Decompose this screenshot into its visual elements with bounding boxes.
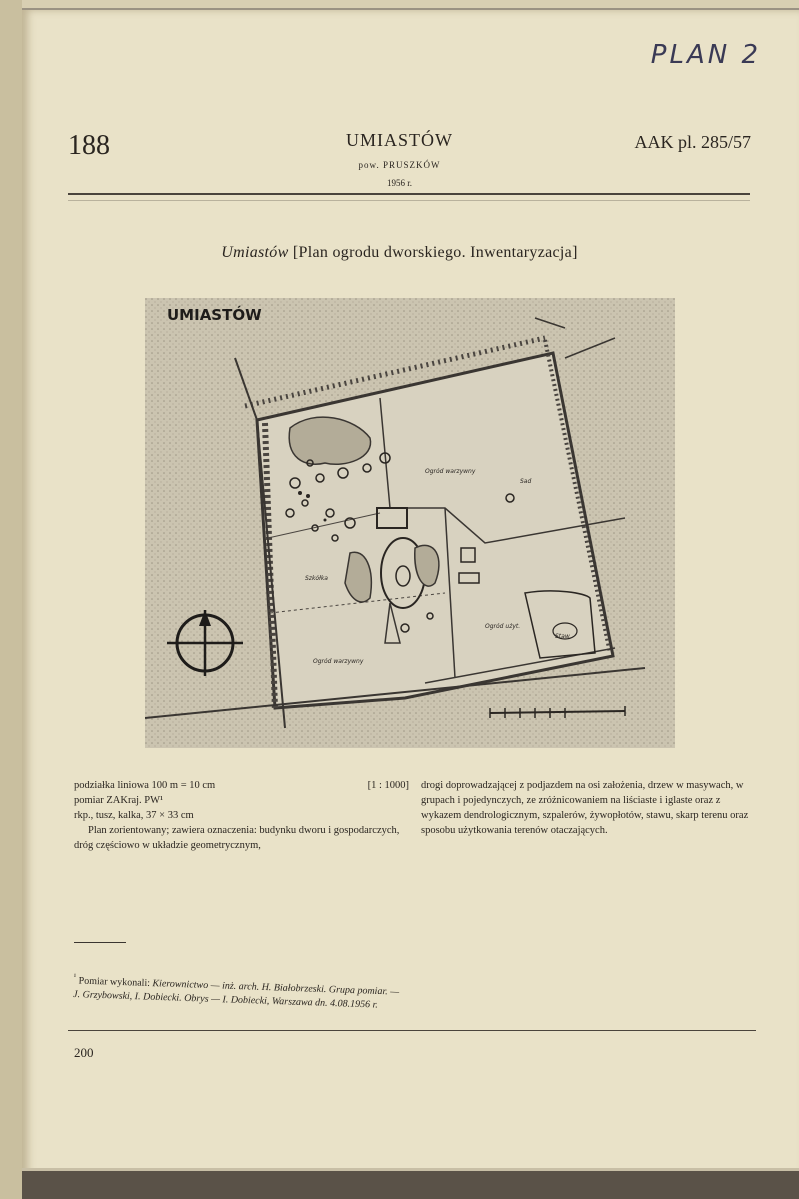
locality-title: UMIASTÓW: [346, 130, 453, 150]
page-top-edge: [22, 8, 799, 10]
garden-plan-image: [145, 298, 675, 748]
header-rule-shadow: [68, 200, 750, 201]
footnote-body: Kierownictwo — inż. arch. H. Białobrzeski. Grupa pomiar. — J. Grzybowski, I. Dobiecki. Obrys — I. Dobiecki, Warszawa dn. 4.08.1956 r.: [72, 978, 400, 1011]
page-number: 200: [74, 1045, 94, 1060]
footnote-lead: Pomiar wykonali:: [78, 975, 151, 989]
archive-reference: AAK pl. 285/57: [634, 132, 751, 152]
scale-ratio: [1 : 1000]: [367, 780, 409, 791]
map-annotation-szkolka: Szkółka: [305, 575, 328, 582]
description-left-column: [74, 778, 409, 853]
header-rule: [68, 193, 750, 195]
catalog-number: 188: [68, 130, 110, 161]
map-annotation-ogrod-top: Ogród warzywny: [425, 468, 476, 475]
district-label: pow. PRUSZKÓW: [358, 160, 441, 170]
scale-line: podziałka liniowa 100 m = 10 cm: [74, 780, 216, 791]
footnote-rule: [74, 942, 126, 943]
description-body-left: Plan zorientowany; zawiera oznaczenia: budynku dworu i gospodarczych, dróg częściowo w układzie geometrycznym,: [74, 825, 400, 851]
footnote-marker: ¹: [73, 971, 77, 982]
page-bottom-edge: [22, 1168, 799, 1199]
medium-line: rkp., tusz, kalka, 37 × 33 cm: [74, 810, 194, 821]
description-body-right: drogi doprowadzającej z podjazdem na osi założenia, drzew w masywach, w grupach i pojedynczych, ze zróżnicowaniem na liściaste i iglaste oraz z wykazem dendrologicznym, szpalerów, żywopłotów, stawu, skarp terenu oraz sposobu użytkowania terenów otaczających.: [421, 780, 749, 836]
map-annotation-ogrod-right: Ogród użyt.: [485, 623, 521, 630]
map-annotation-sad: Sad: [520, 478, 532, 485]
map-annotation-ogrod-bottom: Ogród warzywny: [313, 658, 364, 665]
map-annotation-staw: Staw: [555, 633, 570, 640]
scale-row: [74, 778, 409, 793]
description-right-column: [421, 778, 756, 838]
map-title-label: UMIASTÓW: [167, 306, 262, 324]
footer-rule: [68, 1030, 756, 1031]
garden-plan-drawing: [145, 298, 675, 748]
plan-title-description: [Plan ogrodu dworskiego. Inwentaryzacja]: [292, 244, 578, 261]
handwritten-note: PLAN 2: [650, 40, 761, 70]
plan-title-locality: Umiastów: [221, 244, 289, 261]
plan-title: [0, 244, 799, 262]
year-label: 1956 r.: [386, 178, 412, 188]
survey-line: pomiar ZAKraj. PW¹: [74, 795, 164, 806]
